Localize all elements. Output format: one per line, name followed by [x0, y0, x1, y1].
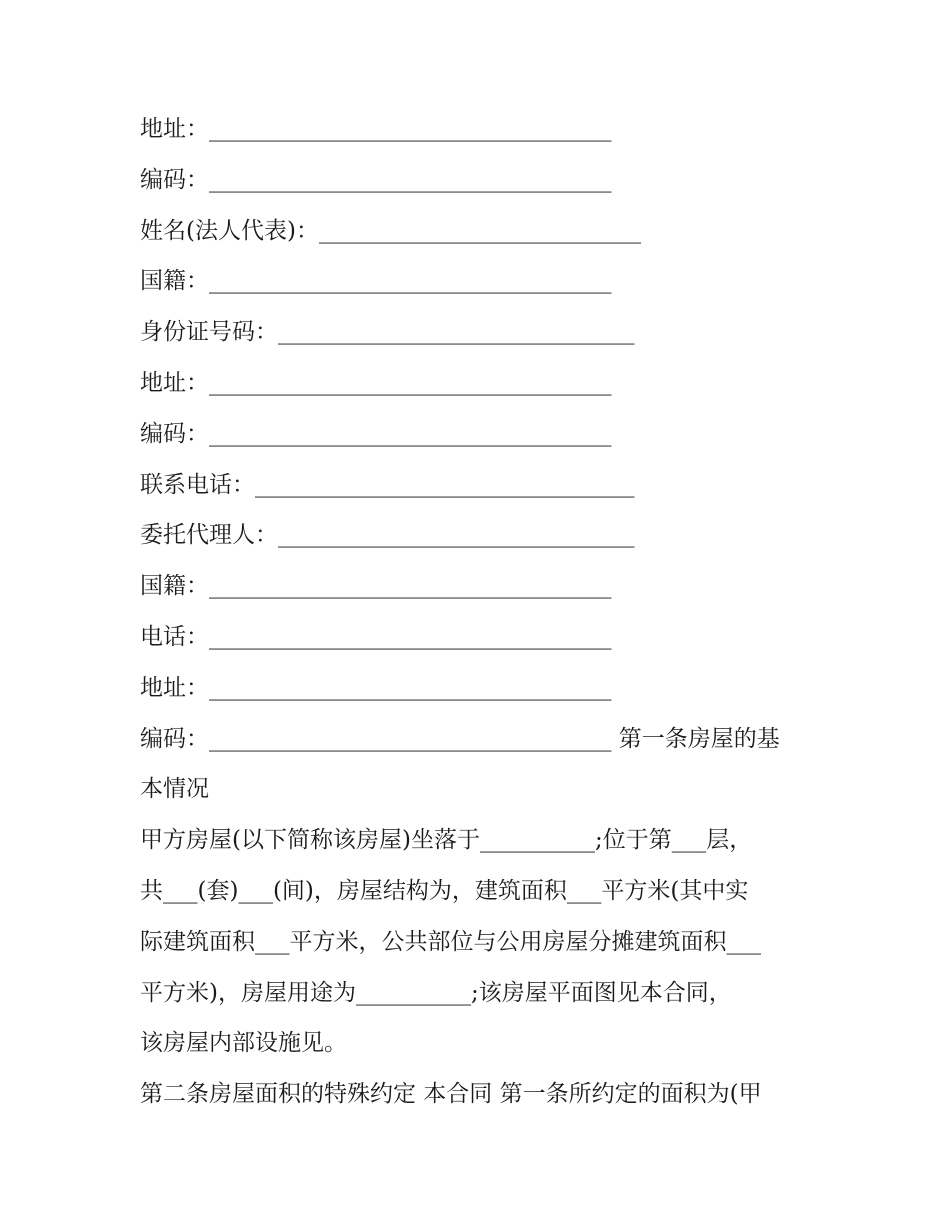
document-body [140, 104, 812, 1120]
article-one-text: 甲方房屋(以下简称该房屋)坐落于__________;位于第___层， [140, 827, 753, 854]
postcode-line: 编码：___________________________________ [140, 420, 612, 447]
contact-phone-line: 联系电话：_________________________________ [140, 471, 635, 498]
id-number-line: 身份证号码：_______________________________ [140, 319, 635, 346]
address-line: 地址：___________________________________ [140, 369, 612, 396]
article-two-text: 第二条房屋面积的特殊约定 本合同 第一条所约定的面积为(甲 [140, 1081, 762, 1108]
agent-line: 委托代理人：_______________________________ [140, 522, 635, 549]
address-line: 地址：___________________________________ [140, 674, 612, 701]
postcode-line: 编码：___________________________________ 第一条房屋的基 [140, 725, 780, 752]
article-one-text: 平方米)，房屋用途为__________;该房屋平面图见本合同， [140, 979, 732, 1006]
name-legal-rep-line: 姓名(法人代表)：____________________________ [140, 217, 641, 244]
nationality-line: 国籍：___________________________________ [140, 268, 612, 295]
address-line: 地址：___________________________________ [140, 116, 612, 142]
article-one-text: 本情况 [140, 776, 209, 803]
article-one-text: 际建筑面积___平方米，公共部位与公用房屋分摊建筑面积___ [140, 928, 761, 955]
nationality-line: 国籍：___________________________________ [140, 573, 612, 600]
article-one-text: 该房屋内部设施见。 [140, 1030, 347, 1057]
phone-line: 电话：___________________________________ [140, 623, 612, 650]
postcode-line: 编码：___________________________________ [140, 166, 612, 193]
article-one-text: 共___(套)___(间)，房屋结构为，建筑面积___平方米(其中实 [140, 877, 749, 904]
